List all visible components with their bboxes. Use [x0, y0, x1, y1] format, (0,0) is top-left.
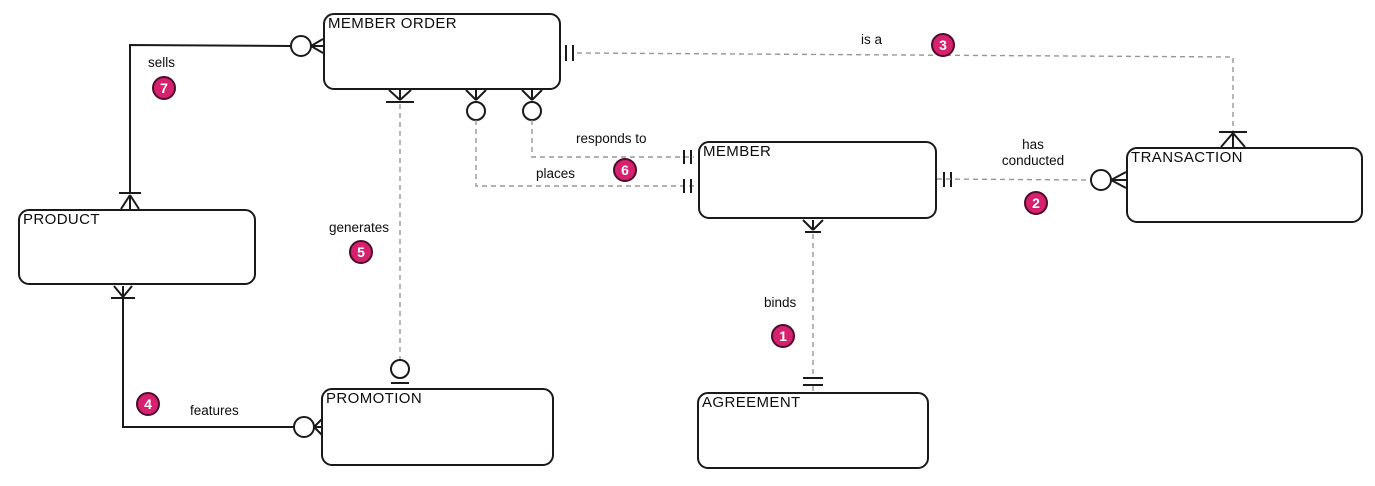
relationship-line-generates: [386, 90, 414, 383]
relationship-line-has-conducted: [937, 170, 1126, 190]
cardinality-circle: [523, 102, 541, 120]
crows-foot: [121, 195, 139, 209]
entity-label: PRODUCT: [23, 211, 100, 228]
entity-label: TRANSACTION: [1131, 149, 1243, 166]
entity-label: MEMBER ORDER: [328, 15, 457, 32]
entity-member-order: [323, 13, 561, 90]
entity-agreement: [697, 392, 929, 469]
crows-foot: [466, 90, 486, 100]
crows-foot: [114, 286, 132, 297]
crows-foot: [389, 90, 411, 100]
relationship-label-places: places: [536, 166, 576, 181]
cardinality-circle: [1091, 170, 1111, 190]
crows-foot: [1221, 133, 1245, 147]
crows-foot: [311, 39, 323, 53]
relationship-line-is-a: [566, 45, 1247, 147]
crows-foot: [522, 90, 542, 100]
badge-6: 6: [613, 158, 637, 182]
dashed-connector: [476, 120, 694, 186]
relationship-line-binds: [803, 220, 823, 392]
relationship-label-has-conducted: has conducted: [1001, 137, 1065, 168]
relationship-label-generates: generates: [329, 220, 390, 235]
badge-7: 7: [152, 76, 176, 100]
entity-member: [698, 141, 937, 219]
entity-label: AGREEMENT: [702, 394, 801, 411]
relationship-label-sells: sells: [148, 55, 176, 70]
entity-promotion: [321, 388, 554, 466]
dashed-connector: [577, 53, 1233, 131]
relationship-label-responds-to: responds to: [576, 131, 647, 146]
dashed-connector: [937, 179, 1091, 180]
badge-3: 3: [931, 33, 955, 57]
cardinality-circle: [467, 102, 485, 120]
double-bar: [566, 45, 573, 61]
crows-foot: [803, 220, 823, 230]
entity-product: [18, 209, 256, 285]
entity-transaction: [1126, 147, 1363, 223]
crows-foot: [1111, 172, 1126, 188]
entity-label: MEMBER: [703, 143, 772, 160]
entity-label: PROMOTION: [326, 390, 423, 407]
badge-5: 5: [349, 240, 373, 264]
double-bar: [803, 378, 823, 385]
badge-4: 4: [136, 392, 160, 416]
cardinality-circle: [294, 417, 314, 437]
cardinality-circle: [291, 36, 311, 56]
relationship-label-is-a: is a: [861, 32, 883, 47]
relationship-label-binds: binds: [764, 295, 797, 310]
cardinality-circle: [391, 360, 409, 378]
badge-1: 1: [771, 324, 795, 348]
relationship-label-features: features: [190, 403, 239, 418]
relationship-line-responds-to: [522, 90, 694, 164]
badge-2: 2: [1024, 191, 1048, 215]
